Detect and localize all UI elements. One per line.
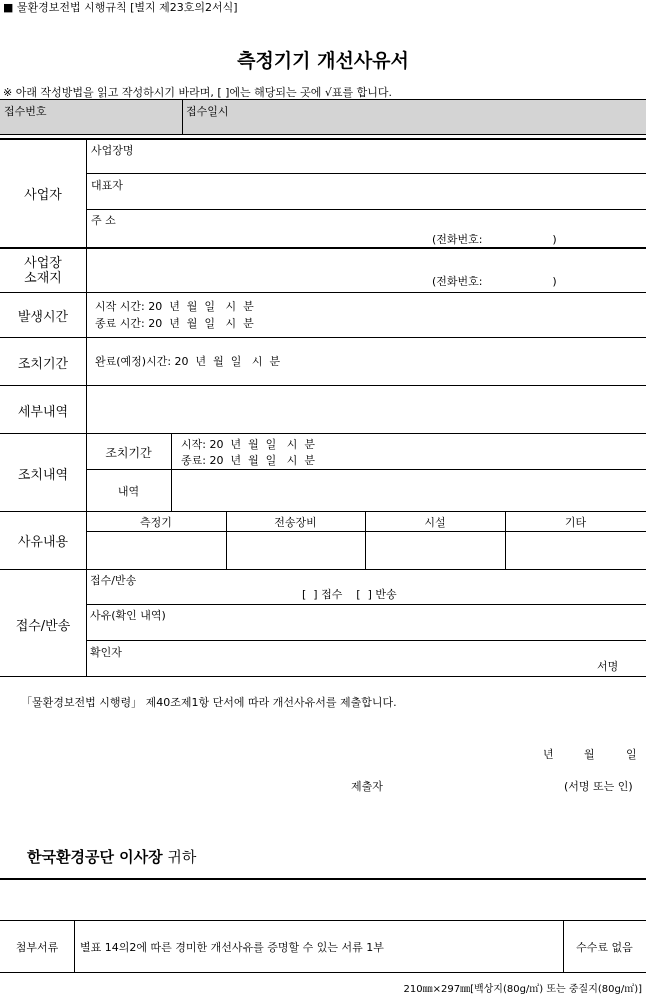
instruction-text: ※ 아래 작성방법을 읽고 작성하시기 바라며, [ ]에는 해당되는 곳에 √표를 합니다. (3, 86, 393, 99)
attachment-content: 별표 14의2에 따른 경미한 개선사유를 증명할 수 있는 서류 1부 (80, 941, 384, 954)
action-details-content-label: 내역 (117, 485, 140, 498)
fee-text: 수수료 없음 (576, 941, 633, 954)
action-details-label: 조치내역 (17, 468, 69, 483)
submitter-label: 제출자 (351, 780, 383, 793)
occurrence-start: 시작 시간: 20 년 월 일 시 분 (95, 300, 254, 313)
occurrence-label: 발생시간 (17, 310, 69, 325)
site-phone: (전화번호: ) (432, 275, 557, 288)
address-label: 주 소 (91, 214, 116, 227)
reason-col-other: 기타 (564, 516, 587, 529)
recipient: 한국환경공단 이사장 귀하 (27, 848, 197, 866)
action-details-end: 종료: 20 년 월 일 시 분 (181, 454, 316, 467)
action-details-start: 시작: 20 년 월 일 시 분 (181, 438, 316, 451)
form-title: 측정기기 개선사유서 (237, 50, 409, 72)
reason-col-device: 측정기 (140, 516, 172, 529)
date-month: 월 (584, 748, 595, 761)
confirmer-label: 확인자 (90, 646, 122, 659)
reason-col-transmitter: 전송장비 (274, 516, 317, 529)
paper-spec: 210㎜×297㎜[백상지(80g/㎡) 또는 중질지(80g/㎡)] (403, 984, 642, 995)
accept-options: [ ] 접수 [ ] 반송 (302, 588, 397, 601)
submitter-sign: (서명 또는 인) (564, 780, 633, 793)
business-label: 사업자 (24, 188, 62, 203)
business-name-label: 사업장명 (91, 144, 134, 157)
receipt-block (0, 100, 646, 134)
accept-label: 접수/반송 (15, 619, 71, 634)
action-details-period-label: 조치기간 (105, 446, 152, 460)
accept-reason-label: 사유(확인 내역) (90, 609, 166, 622)
statement-text: 「물환경보전법 시행령」 제40조제1항 단서에 따라 개선사유서를 제출합니다. (21, 696, 397, 709)
representative-label: 대표자 (91, 179, 123, 192)
site-label: 사업장 소재지 (24, 256, 62, 286)
occurrence-end: 종료 시간: 20 년 월 일 시 분 (95, 317, 254, 330)
reason-col-facility: 시설 (424, 516, 446, 529)
business-phone: (전화번호: ) (432, 233, 557, 246)
details-label: 세부내역 (17, 405, 69, 420)
date-year: 년 (543, 748, 554, 761)
action-period-label: 조치기간 (17, 357, 69, 372)
accept-row-label: 접수/반송 (90, 574, 137, 587)
reason-label: 사유내용 (17, 535, 69, 550)
action-period-value: 완료(예정)시간: 20 년 월 일 시 분 (95, 355, 281, 368)
receipt-datetime-label: 접수일시 (186, 105, 229, 118)
receipt-number-label: 접수번호 (4, 105, 47, 118)
attachment-label: 첨부서류 (15, 941, 59, 954)
form-reference: ■ 물환경보전법 시행규칙 [별지 제23호의2서식] (3, 1, 238, 14)
date-day: 일 (626, 748, 637, 761)
confirmer-signature: 서명 (597, 660, 619, 673)
